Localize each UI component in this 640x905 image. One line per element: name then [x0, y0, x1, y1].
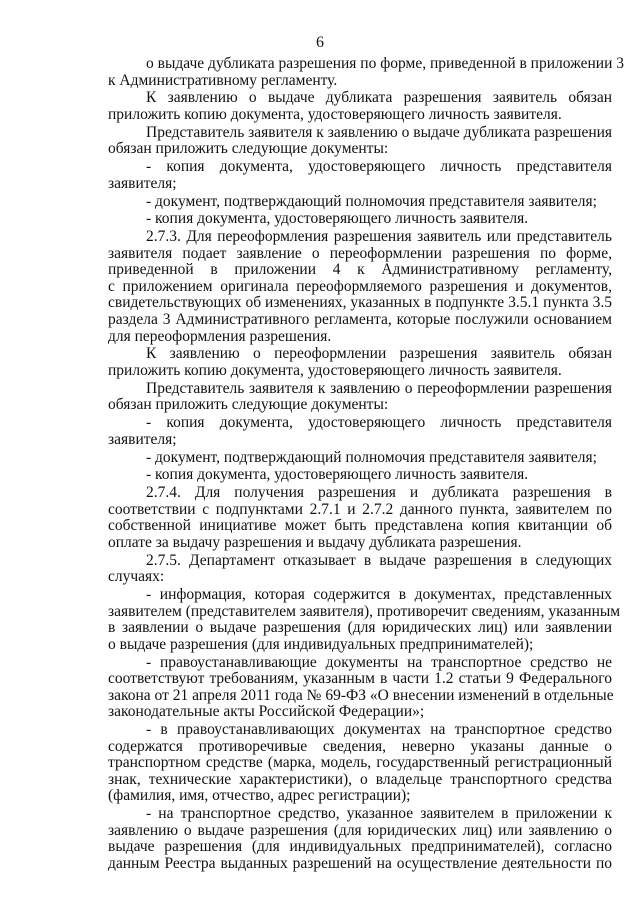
- text-line: заявителем (представителем заявителя), противоречит сведениям, указанным: [108, 602, 621, 620]
- text-line: закона от 21 апреля 2011 года № 69-ФЗ «О внесении изменений в отдельные: [108, 686, 614, 704]
- text-line: обязан приложить следующие документы:: [108, 396, 389, 414]
- page-number: 6: [316, 34, 324, 51]
- text-line: - копия документа, удостоверяющего личность заявителя.: [146, 466, 529, 484]
- text-line: выдаче разрешения (для индивидуальных предпринимателей), согласно: [108, 838, 612, 856]
- text-line: Представитель заявителя к заявлению о переоформлении разрешения: [146, 379, 612, 397]
- paragraph: [108, 722, 612, 805]
- text-line: - правоустанавливающие документы на транспортное средство не: [146, 653, 612, 671]
- text-line: приложить копию документа, удостоверяющего личность заявителя.: [108, 105, 562, 123]
- text-line: обязан приложить следующие документы:: [108, 140, 389, 158]
- text-line: - документ, подтверждающий полномочия представителя заявителя;: [146, 448, 597, 466]
- text-line: свидетельствующих об изменениях, указанных в подпункте 3.5.1 пункта 3.5: [108, 294, 612, 312]
- paragraph: [108, 90, 612, 123]
- text-line: данным Реестра выданных разрешений на осуществление деятельности по: [108, 854, 612, 872]
- paragraph: [108, 553, 612, 586]
- paragraph: [108, 450, 612, 467]
- text-line: - документ, подтверждающий полномочия представителя заявителя;: [146, 192, 597, 210]
- text-line: 2.7.5. Департамент отказывает в выдаче разрешения в следующих: [146, 551, 612, 569]
- paragraph: [108, 55, 625, 89]
- paragraph: [108, 159, 612, 192]
- paragraph: [108, 485, 612, 551]
- text-line: 2.7.3. Для переоформления разрешения заявитель или представитель: [146, 228, 612, 246]
- text-line: содержатся противоречивые сведения, неверно указаны данные о: [108, 737, 612, 755]
- text-line: заявлению о выдаче разрешения (для юридических лиц) или заявлению о: [108, 821, 612, 839]
- paragraph: [108, 655, 612, 721]
- text-line: о выдаче дубликата разрешения по форме, приведенной в приложении 3: [146, 55, 625, 72]
- paragraph: [108, 194, 612, 211]
- paragraph: [108, 467, 612, 484]
- paragraph: [108, 806, 612, 872]
- text-line: заявителя;: [108, 174, 177, 192]
- text-line: для переоформления разрешения.: [108, 327, 332, 345]
- text-line: соответствуют требованиям, указанным в части 1.2 статьи 9 Федерального: [108, 670, 612, 688]
- text-line: о выдаче разрешения (для индивидуальных предпринимателей);: [108, 635, 534, 653]
- text-line: 2.7.4. Для получения разрешения и дубликата разрешения в: [146, 484, 612, 502]
- paragraph: [108, 211, 612, 228]
- paragraph: [108, 381, 612, 414]
- text-line: - копия документа, удостоверяющего личность представителя: [146, 158, 612, 176]
- text-line: собственной инициативе может быть представлена копия квитанции об: [108, 517, 612, 535]
- text-line: приведенной в приложении 4 к Административному регламенту,: [108, 261, 612, 279]
- paragraph: [108, 586, 621, 653]
- text-line: раздела 3 Административного регламента, которые послужили основанием: [108, 310, 612, 328]
- text-line: - на транспортное средство, указанное заявителем в приложении к: [146, 805, 612, 823]
- text-line: соответствии с подпунктами 2.7.1 и 2.7.2 данного пункта, заявителем по: [108, 500, 612, 518]
- document-body: [108, 55, 625, 872]
- text-line: (фамилия, имя, отчество, адрес регистрации);: [108, 787, 411, 805]
- paragraph: [108, 229, 612, 345]
- paragraph: [108, 346, 612, 379]
- text-line: приложить копию документа, удостоверяющего личность заявителя.: [108, 361, 562, 379]
- text-line: Представитель заявителя к заявлению о выдаче дубликата разрешения: [146, 123, 613, 141]
- text-line: в заявлении о выдаче разрешения (для юридических лиц) или заявлении: [108, 619, 612, 637]
- text-line: знак, технические характеристики), о владельце транспортного средства: [108, 770, 612, 788]
- text-line: заявителя;: [108, 430, 177, 448]
- text-line: с приложением оригинала переоформляемого разрешения и документов,: [108, 277, 612, 295]
- text-line: законодательные акты Российской Федерации»;: [108, 703, 425, 721]
- text-line: - копия документа, удостоверяющего личность представителя: [146, 414, 612, 432]
- text-line: - информация, которая содержится в документах, представленных: [146, 586, 612, 604]
- text-line: К заявлению о переоформлении разрешения заявитель обязан: [146, 345, 612, 363]
- text-line: к Административному регламенту.: [108, 71, 338, 89]
- paragraph: [108, 125, 612, 158]
- text-line: транспортном средстве (марка, модель, государственный регистрационный: [108, 754, 612, 772]
- text-line: - в правоустанавливающих документах на транспортное средство: [146, 721, 612, 739]
- text-line: К заявлению о выдаче дубликата разрешения заявитель обязан: [146, 89, 612, 107]
- text-line: случаях:: [108, 568, 165, 586]
- paragraph: [108, 415, 612, 448]
- text-line: заявителя подает заявление о переоформлении разрешения по форме,: [108, 244, 612, 262]
- text-line: оплате за выдачу разрешения и выдачу дубликата разрешения.: [108, 533, 522, 551]
- text-line: - копия документа, удостоверяющего личность заявителя.: [146, 210, 529, 228]
